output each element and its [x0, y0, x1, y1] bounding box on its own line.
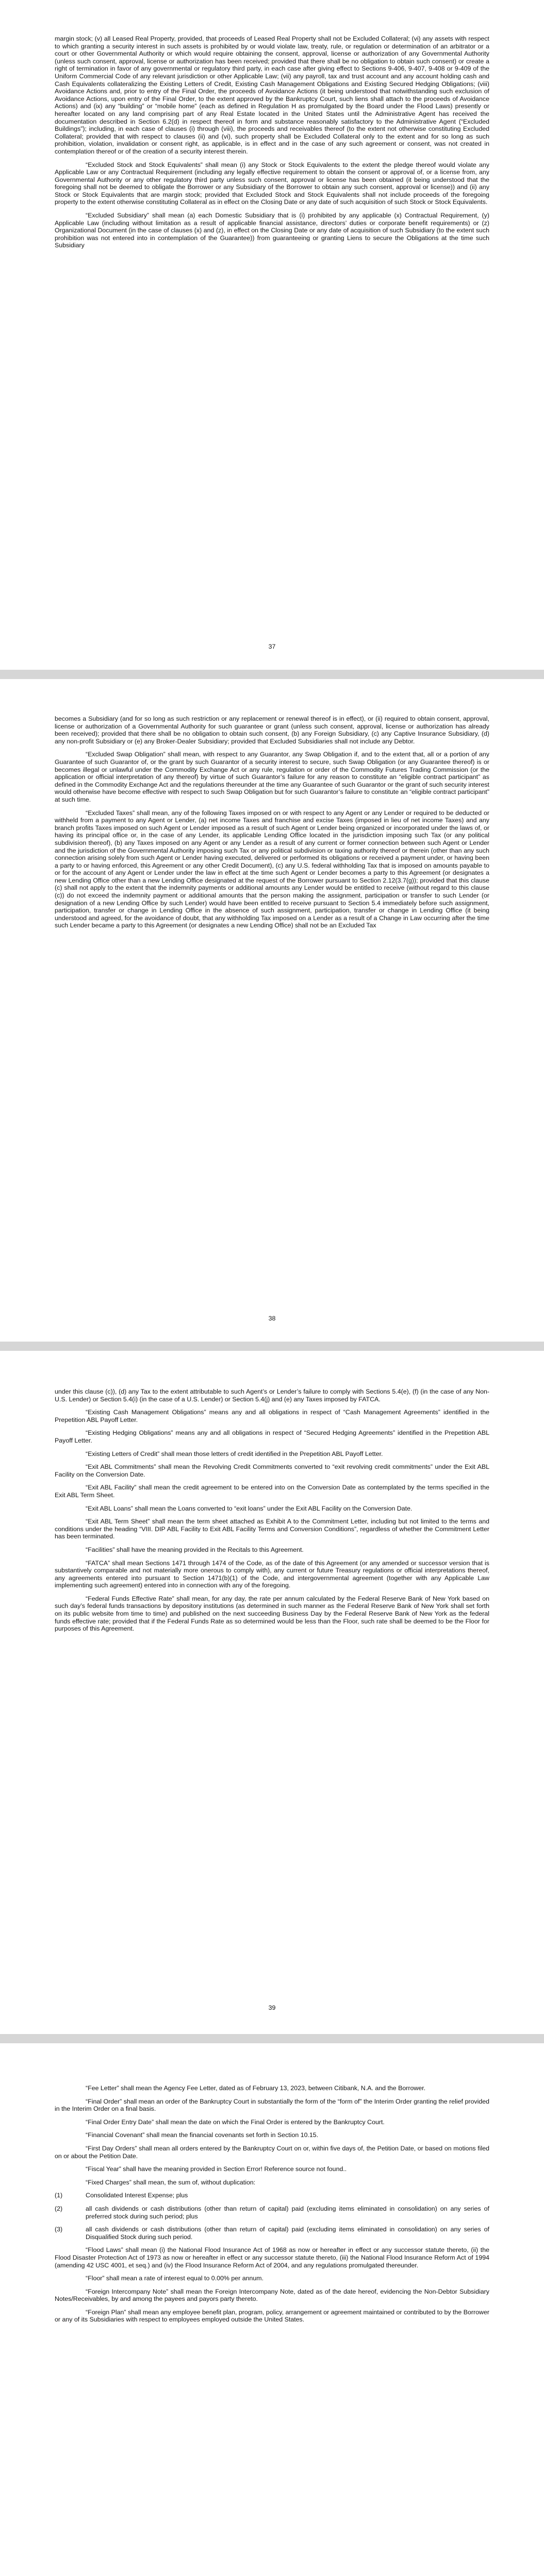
- definition: “FATCA” shall mean Sections 1471 through 1474 of the Code, as of the date of this Agreement (or any amended or successor version that is substantively comparable and not materially more onerous to comply with), any current or future Treasury regulations or official interpretations thereof, any agreements entered into pursuant to Section 1471(b)(1) of the Code, and intergovernmental agreement (together with any Applicable Law implementing such agreement) entered into in connection with any of the foregoing.: [55, 1559, 489, 1589]
- definition: “Facilities” shall have the meaning provided in the Recitals to this Agreement.: [86, 1546, 304, 1553]
- list-item-text: all cash dividends or cash distributions (other than return of capital) paid (excluding items eliminated in consolidation) on any series of Disqualified Stock during such period.: [86, 2226, 489, 2241]
- list-item-number: (3): [55, 2226, 63, 2233]
- page-37: [0, 0, 544, 670]
- list-item: [55, 2192, 489, 2199]
- paragraph: “Excluded Taxes” shall mean, any of the following Taxes imposed on or with respect to any Agent or any Lender or required to be deducted or withheld from a payment to any Agent or Lender, (a) net income Taxes and franchise and excise Taxes (imposed in lieu of net income Taxes) and any branch profits Taxes imposed on such Agent or Lender imposed as a result of such Agent or Lender being organized or incorporated under the laws of, or having its principal office or, in the case of any Lender, its applicable Lending Office located in the jurisdiction imposing such Tax (or any political subdivision thereof), (b) any Taxes imposed on any Agent or any Lender as a result of any current or former connection between such Agent or Lender and the jurisdiction of the Governmental Authority imposing such Tax or any political subdivision or taxing authority thereof or therein (other than any such connection arising solely from such Agent or Lender having executed, delivered or performed its obligations or received a payment under, or having been a party to or having enforced, this Agreement or any other Credit Document), (c) any U.S. federal withholding Tax that is imposed on amounts payable to or for the account of any Agent or Lender under the law in effect at the time such Agent or Lender becomes a party to this Agreement (or designates a new Lending Office other than a new Lending Office designated at the request of the Borrower pursuant to Section 2.12(3.7(g)); provided that this clause (c) shall not apply to the extent that the indemnity payments or additional amounts any Lender would be entitled to receive (without regard to this clause (c)) do not exceed the indemnity payment or additional amounts that the person making the assignment, participation or transfer to such Lender (or designation of a new Lending Office by such Lender) would have been entitled to receive pursuant to Section 5.4 immediately before such assignment, participation, transfer or change in Lending Office in the absence of such assignment, participation, transfer or change in Lending Office (it being understood and agreed, for the avoidance of doubt, that any withholding Tax imposed on a Lender as a result of a Change in Law occurring after the time such Lender became a party to this Agreement (or designates a new Lending Office) shall not be an Excluded Tax: [55, 809, 489, 929]
- page-number: 39: [268, 2004, 276, 2011]
- page-39-body: [55, 1388, 489, 1638]
- page-38-body: [55, 715, 489, 935]
- paragraph: under this clause (c)), (d) any Tax to the extent attributable to such Agent’s or Lender’s failure to comply with Sections 5.4(e), (f) (in the case of any Non-U.S. Lender) or Section 5.4(i) (in the case of a U.S. Lender) or Section 5.4(j) and (e) any Taxes imposed by FATCA.: [55, 1388, 489, 1403]
- paragraph: “Excluded Swap Obligation” shall mean, with respect to any Guarantor, any Swap Obligation if, and to the extent that, all or a portion of any Guarantee of such Guarantor of, or the grant by such Guarantor of a security interest to secure, such Swap Obligation (or any Guarantee thereof) is or becomes illegal or unlawful under the Commodity Exchange Act or any rule, regulation or order of the Commodity Futures Trading Commission (or the application or official interpretation of any thereof) by virtue of such Guarantor’s failure for any reason to constitute an “eligible contract participant” as defined in the Commodity Exchange Act and the regulations thereunder at the time any Guarantee of such Guarantor or the grant of such security interest would otherwise have become effective with respect to such Swap Obligation but for such Guarantor’s failure to constitute an “eligible contract participant” at such time.: [55, 751, 489, 803]
- page-38: [0, 679, 544, 1342]
- page-37-body: [55, 35, 489, 255]
- page-40-body: [55, 2084, 489, 2329]
- definition: “Exit ABL Facility” shall mean the credit agreement to be entered into on the Conversion Date as contemplated by the terms specified in the Exit ABL Term Sheet.: [55, 1484, 489, 1499]
- definition: “Foreign Plan” shall mean any employee benefit plan, program, policy, arrangement or agreement maintained or contributed to by the Borrower or any of its Subsidiaries with respect to employees employed outside the United States.: [55, 2308, 489, 2324]
- definition: “Existing Hedging Obligations” means any and all obligations in respect of “Secured Hedging Agreements” identified in the Prepetition ABL Payoff Letter.: [55, 1429, 489, 1444]
- page-separator: [0, 1342, 544, 1351]
- page-number: 37: [268, 643, 276, 650]
- definition: “Financial Covenant” shall mean the financial covenants set forth in Section 10.15.: [86, 2131, 319, 2139]
- page-separator: [0, 670, 544, 679]
- definition: “Existing Cash Management Obligations” means any and all obligations in respect of “Cash Management Agreements” identified in the Prepetition ABL Payoff Letter.: [55, 1409, 489, 1423]
- list-item-text: Consolidated Interest Expense; plus: [86, 2192, 188, 2199]
- definition: “Fixed Charges” shall mean, the sum of, without duplication:: [86, 2178, 256, 2186]
- page-separator: [0, 2034, 544, 2043]
- page-40: [0, 2043, 544, 2576]
- definition: “Flood Laws” shall mean (i) the National Flood Insurance Act of 1968 as now or hereafter in effect or any successor statute thereto, (ii) the Flood Disaster Protection Act of 1973 as now or hereafter in effect or any successor statute thereto, (iii) the National Flood Insurance Reform Act of 1994 (amending 42 USC 4001, et seq.) and (iv) the Flood Insurance Reform Act of 2004, and any regulations promulgated thereunder.: [55, 2246, 489, 2269]
- definition: “Fiscal Year” shall have the meaning provided in Section Error! Reference source not found..: [86, 2165, 347, 2173]
- page-39: [0, 1351, 544, 2034]
- definition: “Federal Funds Effective Rate” shall mean, for any day, the rate per annum calculated by the Federal Reserve Bank of New York based on such day’s federal funds transactions by depository institutions (as determined in such manner as the Federal Reserve Bank of New York shall set forth on its public website from time to time) and published on the next succeeding Business Day by the Federal Reserve Bank of New York as the federal funds effective rate; provided that if the Federal Funds Rate as so determined would be less than the Floor, such rate shall be deemed to be the Floor for purposes of this Agreement.: [55, 1595, 489, 1633]
- definition: “Fee Letter” shall mean the Agency Fee Letter, dated as of February 13, 2023, between Citibank, N.A. and the Borrower.: [86, 2084, 426, 2092]
- definition: “Exit ABL Commitments” shall mean the Revolving Credit Commitments converted to “exit revolving credit commitments” under the Exit ABL Facility on the Conversion Date.: [55, 1463, 489, 1478]
- definition: “Final Order” shall mean an order of the Bankruptcy Court in substantially the form of the “form of” the Interim Order granting the relief provided in the Interim Order on a final basis.: [55, 2097, 489, 2113]
- definition: “Exit ABL Loans” shall mean the Loans converted to “exit loans” under the Exit ABL Facility on the Conversion Date.: [86, 1504, 413, 1512]
- list-item-number: (1): [55, 2192, 63, 2199]
- list-item-text: all cash dividends or cash distributions (other than return of capital) paid (excluding items eliminated in consolidation) on any series of preferred stock during such period; plus: [86, 2205, 489, 2220]
- definition: “Floor” shall mean a rate of interest equal to 0.00% per annum.: [86, 2275, 264, 2282]
- paragraph: becomes a Subsidiary (and for so long as such restriction or any replacement or renewal thereof is in effect), or (ii) required to obtain consent, approval, license or authorization of a Governmental Authority for such guarantee or grant (unless such consent, approval, license or authorization has already been received); provided that there shall be no obligation to obtain such consent, (b) any Foreign Subsidiary, (c) any Captive Insurance Subsidiary, (d) any non-profit Subsidiary or (e) any Broker-Dealer Subsidiary; provided that Excluded Subsidiaries shall not include any Debtor.: [55, 715, 489, 745]
- definition: “Foreign Intercompany Note” shall mean the Foreign Intercompany Note, dated as of the date hereof, evidencing the Non-Debtor Subsidiary Notes/Receivables, by and among the payees and payors party thereto.: [55, 2287, 489, 2303]
- definition: “Exit ABL Term Sheet” shall mean the term sheet attached as Exhibit A to the Commitment Letter, including but not limited to the terms and conditions under the heading “VIII. DIP ABL Facility to Exit ABL Facility Terms and Conversion Conditions”, regardless of whether the Commitment Letter has been terminated.: [55, 1518, 489, 1540]
- paragraph: “Excluded Stock and Stock Equivalents” shall mean (i) any Stock or Stock Equivalents to the extent the pledge thereof would violate any Applicable Law or any Contractual Requirement (including any legally effective requirement to obtain the consent or approval of, or a license from, any Governmental Authority or any other regulatory third party unless such consent, approval or license has been obtained (it being understood that the foregoing shall not be deemed to obligate the Borrower or any Subsidiary of the Borrower to obtain any such consent, approval or license)) and (ii) any Stock or Stock Equivalents that are margin stock; provided that Excluded Stock and Stock Equivalents shall not include proceeds of the foregoing property to the extent otherwise constituting Collateral as in effect on the Closing Date or any date of such acquisition of such Stock or Stock Equivalents.: [55, 161, 489, 206]
- list-item-number: (2): [55, 2205, 63, 2212]
- list-item: [55, 2205, 489, 2220]
- list-item: [55, 2226, 489, 2241]
- definition: “Final Order Entry Date” shall mean the date on which the Final Order is entered by the Bankruptcy Court.: [86, 2118, 385, 2126]
- paragraph: margin stock; (v) all Leased Real Property, provided, that proceeds of Leased Real Property shall not be Excluded Collateral; (vi) any assets with respect to which granting a security interest in such assets is prohibited by or would violate law, treaty, rule, or regulation or determination of an arbitrator or a court or other Governmental Authority or which would require obtaining the consent, approval, license or authorization of any Governmental Authority (unless such consent, approval, license or authorization has been received; provided that there shall be no obligation to obtain such consent) or create a right of termination in favor of any governmental or regulatory third party, in each case after giving effect to Sections 9-406, 9-407, 9-408 or 9-409 of the Uniform Commercial Code of any relevant jurisdiction or other Applicable Law; (vii) any payroll, tax and trust account and any account holding cash and Cash Equivalents collateralizing the Existing Letters of Credit, Existing Cash Management Obligations and Existing Secured Hedging Obligations; (viii) Avoidance Actions and, prior to entry of the Final Order, the proceeds of Avoidance Actions (it being understood that notwithstanding such exclusion of Avoidance Actions, upon entry of the Final Order, to the extent approved by the Bankruptcy Court, such liens shall attach to the proceeds of Avoidance Actions) and (ix) any “building” or “mobile home” (each as defined in Regulation H as promulgated by the Board under the Flood Laws) presently or hereafter located on any land comprising part of any Real Estate located in the United States until the Administrative Agent has received the documentation described in Section 6.2(d) in respect thereof in form and substance reasonably satisfactory to the Administrative Agent (“Excluded Buildings”); including, in each case of clauses (i) through (viii), the proceeds and receivables thereof (to the extent not otherwise constituting Excluded Collateral; provided that with respect to clauses (ii) and (vi), such property shall be Excluded Collateral only to the extent and for so long as such prohibition, violation, invalidation or consent right, as applicable, is in effect and in the case of any such agreement or consent, was not created in contemplation thereof or of the creation of a security interest therein.: [55, 35, 489, 155]
- page-number: 38: [268, 1315, 276, 1322]
- definition: “First Day Orders” shall mean all orders entered by the Bankruptcy Court on or, within five days of, the Petition Date, or based on motions filed on or about the Petition Date.: [55, 2144, 489, 2160]
- definition: “Existing Letters of Credit” shall mean those letters of credit identified in the Prepetition ABL Payoff Letter.: [86, 1450, 383, 1458]
- paragraph: “Excluded Subsidiary” shall mean (a) each Domestic Subsidiary that is (i) prohibited by any applicable (x) Contractual Requirement, (y) Applicable Law (including without limitation as a result of applicable financial assistance, directors’ duties or corporate benefit requirements) or (z) Organizational Document (in the case of clauses (x) and (z), in effect on the Closing Date or any date of acquisition of such Subsidiary (to the extent such prohibition was not entered into in contemplation of the Guarantee)) from guaranteeing or granting Liens to secure the Obligations at the time such Subsidiary: [55, 212, 489, 249]
